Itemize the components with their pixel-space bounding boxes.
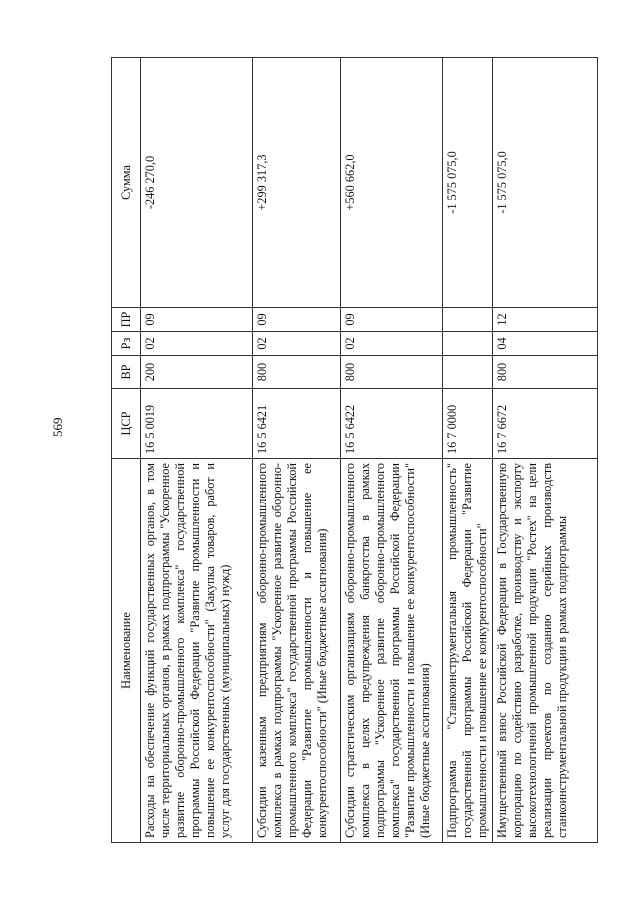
row-vr [443, 356, 493, 389]
row-rz: 02 [253, 332, 341, 356]
row-pr: 09 [253, 308, 341, 332]
row-name: Подпрограмма "Станкоинструментальная промышленность" государственной программы Российской Федерации "Развитие промышленности и повышение ее конкурентоспособности" [443, 459, 493, 843]
header-csr: ЦСР [112, 389, 141, 459]
budget-table [111, 57, 598, 843]
row-vr: 200 [141, 356, 253, 389]
row-csr: 16 5 6421 [253, 389, 341, 459]
row-pr [443, 308, 493, 332]
row-csr: 16 5 6422 [341, 389, 443, 459]
page-number: 569 [50, 417, 65, 437]
header-rz: Рз [112, 332, 141, 356]
row-rz: 04 [493, 332, 598, 356]
row-rz [443, 332, 493, 356]
row-sum: -1 575 075,0 [443, 58, 493, 308]
row-csr: 16 5 0019 [141, 389, 253, 459]
table-row [341, 58, 443, 843]
table-row [443, 58, 493, 843]
row-name: Субсидии казенным предприятиям оборонно-промышленного комплекса в рамках подпрограммы "Ускоренное развитие оборонно-промышленного комплекса" государственной программы Российской Федерации "Развитие промышленности и повышение ее конкурентоспособности" (Иные бюджетные ассигнования) [253, 459, 341, 843]
table-row [253, 58, 341, 843]
row-vr: 800 [493, 356, 598, 389]
row-sum: +560 662,0 [341, 58, 443, 308]
header-name: Наименование [112, 459, 141, 843]
header-pr: ПР [112, 308, 141, 332]
row-vr: 800 [253, 356, 341, 389]
table-row [141, 58, 253, 843]
row-sum: -1 575 075,0 [493, 58, 598, 308]
row-pr: 12 [493, 308, 598, 332]
row-csr: 16 7 0000 [443, 389, 493, 459]
row-sum: -246 270,0 [141, 58, 253, 308]
row-rz: 02 [141, 332, 253, 356]
document-table-container [111, 58, 592, 843]
header-vr: ВР [112, 356, 141, 389]
row-vr: 800 [341, 356, 443, 389]
row-sum: +299 317,3 [253, 58, 341, 308]
row-name: Субсидии стратегическим организациям оборонно-промышленного комплекса в целях предупреждения банкротства в рамках подпрограммы "Ускоренное развитие оборонно-промышленного комплекса" государственной программы Российской Федерации "Развитие промышленности и повышение ее конкурентоспособности" (Иные бюджетные ассигнования) [341, 459, 443, 843]
row-pr: 09 [341, 308, 443, 332]
header-sum: Сумма [112, 58, 141, 308]
table-row [493, 58, 598, 843]
row-pr: 09 [141, 308, 253, 332]
row-name: Имущественный взнос Российской Федерации в Государственную корпорацию по содействию разработке, производству и экспорту высокотехнологичной промышленной продукции "Ростех" на цели реализации проектов по созданию серийных производств станкоинструментальной продукции в рамках подпрограммы [493, 459, 598, 843]
row-rz: 02 [341, 332, 443, 356]
row-name: Расходы на обеспечение функций государственных органов, в том числе территориальных органов, в рамках подпрограммы "Ускоренное развитие оборонно-промышленного комплекса" государственной программы Российской Федерации "Развитие промышленности и повышение ее конкурентоспособности" (Закупка товаров, работ и услуг для государственных (муниципальных) нужд) [141, 459, 253, 843]
table-header-row [112, 58, 141, 843]
row-csr: 16 7 6672 [493, 389, 598, 459]
